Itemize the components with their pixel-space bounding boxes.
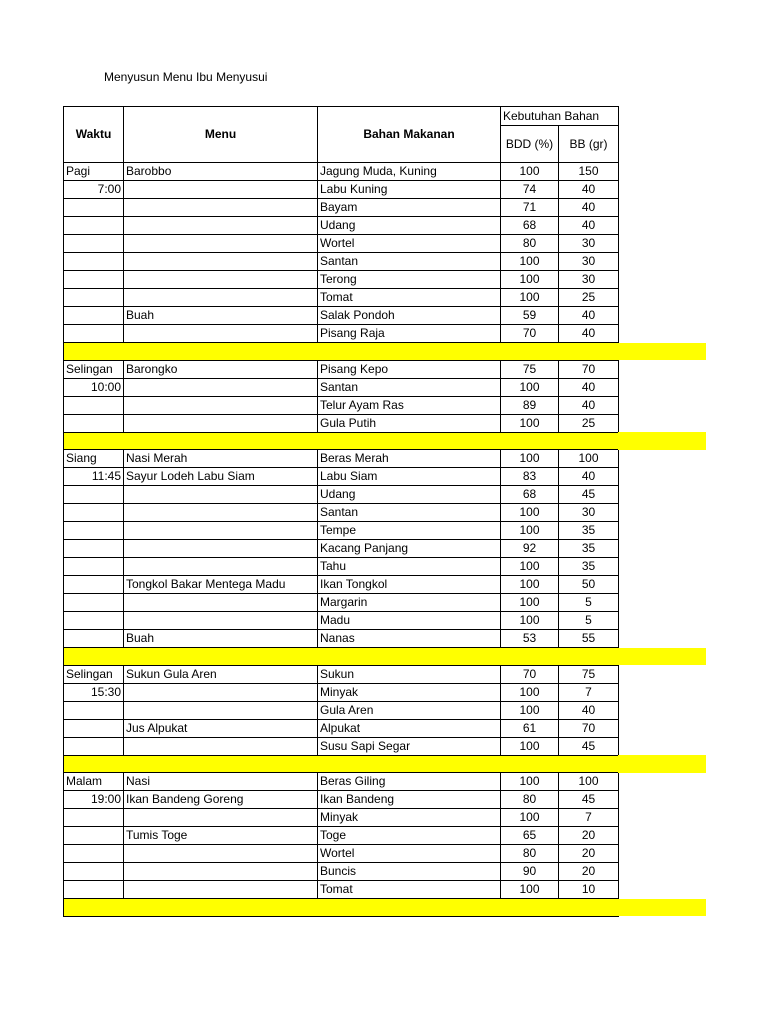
- cell-bb: 100: [559, 773, 619, 791]
- cell-bahan-makanan: Bayam: [318, 199, 501, 217]
- header-kebutuhan-bahan: Kebutuhan Bahan: [501, 107, 619, 126]
- cell-bdd: 53: [501, 630, 559, 648]
- cell-bahan-makanan: Ikan Tongkol: [318, 576, 501, 594]
- cell-bb: 7: [559, 809, 619, 827]
- table-row: [64, 181, 619, 199]
- cell-bdd: 100: [501, 612, 559, 630]
- cell-bb: 40: [559, 701, 619, 719]
- cell-waktu: 11:45: [64, 468, 124, 486]
- cell-bahan-makanan: Udang: [318, 486, 501, 504]
- table-row: [64, 486, 619, 504]
- table-row: [64, 253, 619, 271]
- cell-bb: 40: [559, 217, 619, 235]
- separator-cell: [64, 755, 619, 773]
- separator-extension: [618, 432, 706, 450]
- cell-bdd: 100: [501, 558, 559, 576]
- table-row: [64, 881, 619, 899]
- cell-bahan-makanan: Kacang Panjang: [318, 540, 501, 558]
- cell-waktu: [64, 504, 124, 522]
- cell-bahan-makanan: Nanas: [318, 630, 501, 648]
- cell-bdd: 100: [501, 163, 559, 181]
- cell-bahan-makanan: Beras Merah: [318, 450, 501, 468]
- table-row: [64, 450, 619, 468]
- cell-bahan-makanan: Wortel: [318, 235, 501, 253]
- cell-waktu: [64, 271, 124, 289]
- cell-bb: 25: [559, 414, 619, 432]
- cell-bb: 30: [559, 271, 619, 289]
- header-bahan-makanan: Bahan Makanan: [318, 107, 501, 163]
- cell-waktu: [64, 217, 124, 235]
- cell-bb: 35: [559, 540, 619, 558]
- cell-menu: Tumis Toge: [124, 827, 318, 845]
- cell-bdd: 100: [501, 701, 559, 719]
- cell-bb: 40: [559, 307, 619, 325]
- cell-bb: 30: [559, 235, 619, 253]
- cell-bb: 40: [559, 325, 619, 343]
- header-waktu: Waktu: [64, 107, 124, 163]
- cell-waktu: 19:00: [64, 791, 124, 809]
- cell-waktu: [64, 809, 124, 827]
- cell-waktu: [64, 396, 124, 414]
- cell-menu: [124, 253, 318, 271]
- cell-menu: [124, 701, 318, 719]
- cell-waktu: [64, 737, 124, 755]
- cell-bdd: 59: [501, 307, 559, 325]
- cell-bdd: 100: [501, 414, 559, 432]
- cell-menu: [124, 289, 318, 307]
- table-row: [64, 271, 619, 289]
- separator-extension: [618, 899, 706, 917]
- cell-menu: [124, 199, 318, 217]
- cell-menu: Jus Alpukat: [124, 719, 318, 737]
- cell-menu: [124, 504, 318, 522]
- table-row: [64, 576, 619, 594]
- cell-menu: [124, 809, 318, 827]
- cell-bb: 30: [559, 504, 619, 522]
- cell-bahan-makanan: Labu Siam: [318, 468, 501, 486]
- table-row: [64, 414, 619, 432]
- cell-bb: 55: [559, 630, 619, 648]
- cell-bahan-makanan: Tomat: [318, 289, 501, 307]
- cell-waktu: Selingan: [64, 360, 124, 378]
- cell-bb: 70: [559, 360, 619, 378]
- cell-bdd: 80: [501, 791, 559, 809]
- cell-bahan-makanan: Santan: [318, 378, 501, 396]
- cell-menu: Barobbo: [124, 163, 318, 181]
- cell-bahan-makanan: Susu Sapi Segar: [318, 737, 501, 755]
- cell-bb: 30: [559, 253, 619, 271]
- cell-bahan-makanan: Tempe: [318, 522, 501, 540]
- cell-bdd: 68: [501, 486, 559, 504]
- cell-bb: 40: [559, 396, 619, 414]
- cell-bdd: 70: [501, 665, 559, 683]
- cell-bahan-makanan: Gula Putih: [318, 414, 501, 432]
- cell-waktu: [64, 594, 124, 612]
- cell-menu: [124, 737, 318, 755]
- table-row: [64, 504, 619, 522]
- cell-waktu: Siang: [64, 450, 124, 468]
- cell-menu: [124, 217, 318, 235]
- cell-bb: 40: [559, 181, 619, 199]
- cell-menu: [124, 271, 318, 289]
- cell-menu: Nasi: [124, 773, 318, 791]
- cell-bdd: 83: [501, 468, 559, 486]
- table-body: [64, 163, 619, 917]
- cell-bdd: 70: [501, 325, 559, 343]
- cell-waktu: 10:00: [64, 378, 124, 396]
- table-row: [64, 827, 619, 845]
- cell-bahan-makanan: Ikan Bandeng: [318, 791, 501, 809]
- cell-bb: 45: [559, 737, 619, 755]
- cell-bb: 45: [559, 791, 619, 809]
- separator-extension: [618, 755, 706, 773]
- cell-bdd: 100: [501, 594, 559, 612]
- table-row: [64, 307, 619, 325]
- cell-waktu: [64, 701, 124, 719]
- cell-bahan-makanan: Labu Kuning: [318, 181, 501, 199]
- cell-bahan-makanan: Tahu: [318, 558, 501, 576]
- cell-waktu: [64, 414, 124, 432]
- cell-bahan-makanan: Margarin: [318, 594, 501, 612]
- separator-extension: [618, 343, 706, 361]
- cell-bdd: 74: [501, 181, 559, 199]
- cell-bb: 35: [559, 558, 619, 576]
- cell-bahan-makanan: Pisang Kepo: [318, 360, 501, 378]
- cell-bahan-makanan: Terong: [318, 271, 501, 289]
- cell-menu: [124, 558, 318, 576]
- cell-bdd: 61: [501, 719, 559, 737]
- cell-bdd: 100: [501, 683, 559, 701]
- table-row: [64, 630, 619, 648]
- cell-waktu: [64, 289, 124, 307]
- cell-bdd: 75: [501, 360, 559, 378]
- table-row: [64, 845, 619, 863]
- cell-bdd: 80: [501, 845, 559, 863]
- cell-menu: [124, 181, 318, 199]
- table-row: [64, 325, 619, 343]
- cell-bb: 40: [559, 199, 619, 217]
- cell-bb: 7: [559, 683, 619, 701]
- cell-bahan-makanan: Udang: [318, 217, 501, 235]
- separator-cell: [64, 343, 619, 361]
- cell-bb: 20: [559, 845, 619, 863]
- cell-waktu: [64, 253, 124, 271]
- cell-bb: 40: [559, 378, 619, 396]
- cell-bdd: 100: [501, 253, 559, 271]
- cell-menu: Nasi Merah: [124, 450, 318, 468]
- cell-bdd: 65: [501, 827, 559, 845]
- cell-menu: [124, 881, 318, 899]
- cell-waktu: [64, 540, 124, 558]
- cell-menu: [124, 325, 318, 343]
- cell-menu: [124, 612, 318, 630]
- cell-waktu: 15:30: [64, 683, 124, 701]
- cell-menu: [124, 540, 318, 558]
- cell-bb: 35: [559, 522, 619, 540]
- cell-bdd: 100: [501, 504, 559, 522]
- cell-bdd: 100: [501, 881, 559, 899]
- cell-bahan-makanan: Minyak: [318, 809, 501, 827]
- cell-bdd: 100: [501, 809, 559, 827]
- table-row: [64, 235, 619, 253]
- table-row: [64, 217, 619, 235]
- cell-waktu: [64, 558, 124, 576]
- cell-menu: [124, 235, 318, 253]
- cell-bb: 20: [559, 827, 619, 845]
- cell-bdd: 100: [501, 289, 559, 307]
- cell-bahan-makanan: Gula Aren: [318, 701, 501, 719]
- cell-menu: Sayur Lodeh Labu Siam: [124, 468, 318, 486]
- table-row: [64, 701, 619, 719]
- table-row: [64, 360, 619, 378]
- cell-bb: 5: [559, 594, 619, 612]
- cell-bahan-makanan: Madu: [318, 612, 501, 630]
- header-bdd: BDD (%): [501, 126, 559, 163]
- separator-extension: [618, 648, 706, 666]
- cell-menu: [124, 486, 318, 504]
- menu-table: [63, 106, 619, 917]
- cell-waktu: [64, 307, 124, 325]
- cell-bb: 70: [559, 719, 619, 737]
- cell-bdd: 71: [501, 199, 559, 217]
- cell-bdd: 100: [501, 576, 559, 594]
- cell-waktu: [64, 486, 124, 504]
- cell-bdd: 89: [501, 396, 559, 414]
- cell-waktu: [64, 881, 124, 899]
- cell-bdd: 100: [501, 522, 559, 540]
- cell-bahan-makanan: Minyak: [318, 683, 501, 701]
- cell-menu: Sukun Gula Aren: [124, 665, 318, 683]
- cell-bb: 50: [559, 576, 619, 594]
- cell-bb: 100: [559, 450, 619, 468]
- cell-bahan-makanan: Buncis: [318, 863, 501, 881]
- cell-menu: Ikan Bandeng Goreng: [124, 791, 318, 809]
- cell-bahan-makanan: Beras Giling: [318, 773, 501, 791]
- cell-bahan-makanan: Telur Ayam Ras: [318, 396, 501, 414]
- cell-menu: [124, 863, 318, 881]
- table-row: [64, 289, 619, 307]
- cell-bb: 150: [559, 163, 619, 181]
- table-row: [64, 468, 619, 486]
- table-row: [64, 594, 619, 612]
- cell-menu: Buah: [124, 307, 318, 325]
- cell-bdd: 80: [501, 235, 559, 253]
- cell-waktu: [64, 630, 124, 648]
- separator-cell: [64, 899, 619, 917]
- cell-bahan-makanan: Jagung Muda, Kuning: [318, 163, 501, 181]
- cell-bdd: 100: [501, 450, 559, 468]
- cell-waktu: [64, 827, 124, 845]
- cell-waktu: Pagi: [64, 163, 124, 181]
- cell-menu: [124, 845, 318, 863]
- table-row: [64, 163, 619, 181]
- cell-waktu: Selingan: [64, 665, 124, 683]
- cell-bdd: 100: [501, 271, 559, 289]
- cell-bb: 40: [559, 468, 619, 486]
- cell-waktu: [64, 845, 124, 863]
- cell-waktu: [64, 235, 124, 253]
- separator-cell: [64, 432, 619, 450]
- table-row: [64, 612, 619, 630]
- header-menu: Menu: [124, 107, 318, 163]
- cell-menu: Barongko: [124, 360, 318, 378]
- cell-bahan-makanan: Wortel: [318, 845, 501, 863]
- section-separator: [64, 432, 619, 450]
- cell-bahan-makanan: Tomat: [318, 881, 501, 899]
- table-row: [64, 863, 619, 881]
- cell-menu: [124, 594, 318, 612]
- cell-bdd: 100: [501, 737, 559, 755]
- cell-waktu: [64, 612, 124, 630]
- cell-bahan-makanan: Santan: [318, 253, 501, 271]
- cell-bb: 5: [559, 612, 619, 630]
- cell-menu: [124, 396, 318, 414]
- table-row: [64, 540, 619, 558]
- cell-bb: 10: [559, 881, 619, 899]
- cell-waktu: [64, 522, 124, 540]
- cell-bahan-makanan: Sukun: [318, 665, 501, 683]
- table-row: [64, 396, 619, 414]
- table-row: [64, 719, 619, 737]
- table-row: [64, 791, 619, 809]
- cell-waktu: [64, 576, 124, 594]
- cell-bdd: 100: [501, 378, 559, 396]
- cell-bdd: 100: [501, 773, 559, 791]
- cell-menu: Buah: [124, 630, 318, 648]
- table-row: [64, 809, 619, 827]
- table-row: [64, 683, 619, 701]
- table-row: [64, 737, 619, 755]
- cell-bahan-makanan: Alpukat: [318, 719, 501, 737]
- cell-bahan-makanan: Salak Pondoh: [318, 307, 501, 325]
- cell-menu: [124, 683, 318, 701]
- cell-waktu: [64, 325, 124, 343]
- cell-waktu: Malam: [64, 773, 124, 791]
- separator-cell: [64, 648, 619, 666]
- cell-bahan-makanan: Toge: [318, 827, 501, 845]
- cell-waktu: [64, 719, 124, 737]
- table-row: [64, 773, 619, 791]
- cell-bdd: 92: [501, 540, 559, 558]
- cell-bdd: 90: [501, 863, 559, 881]
- cell-bb: 75: [559, 665, 619, 683]
- section-separator: [64, 648, 619, 666]
- cell-bb: 20: [559, 863, 619, 881]
- header-bb: BB (gr): [559, 126, 619, 163]
- cell-waktu: [64, 199, 124, 217]
- table-row: [64, 558, 619, 576]
- cell-menu: Tongkol Bakar Mentega Madu: [124, 576, 318, 594]
- cell-menu: [124, 414, 318, 432]
- cell-menu: [124, 522, 318, 540]
- cell-bb: 45: [559, 486, 619, 504]
- cell-bahan-makanan: Santan: [318, 504, 501, 522]
- section-separator: [64, 343, 619, 361]
- cell-bb: 25: [559, 289, 619, 307]
- table-row: [64, 522, 619, 540]
- cell-menu: [124, 378, 318, 396]
- cell-waktu: [64, 863, 124, 881]
- table-row: [64, 378, 619, 396]
- cell-bahan-makanan: Pisang Raja: [318, 325, 501, 343]
- table-row: [64, 199, 619, 217]
- section-separator: [64, 755, 619, 773]
- table-row: [64, 665, 619, 683]
- cell-waktu: 7:00: [64, 181, 124, 199]
- document-title: Menyusun Menu Ibu Menyusui: [104, 70, 268, 84]
- cell-bdd: 68: [501, 217, 559, 235]
- section-separator: [64, 899, 619, 917]
